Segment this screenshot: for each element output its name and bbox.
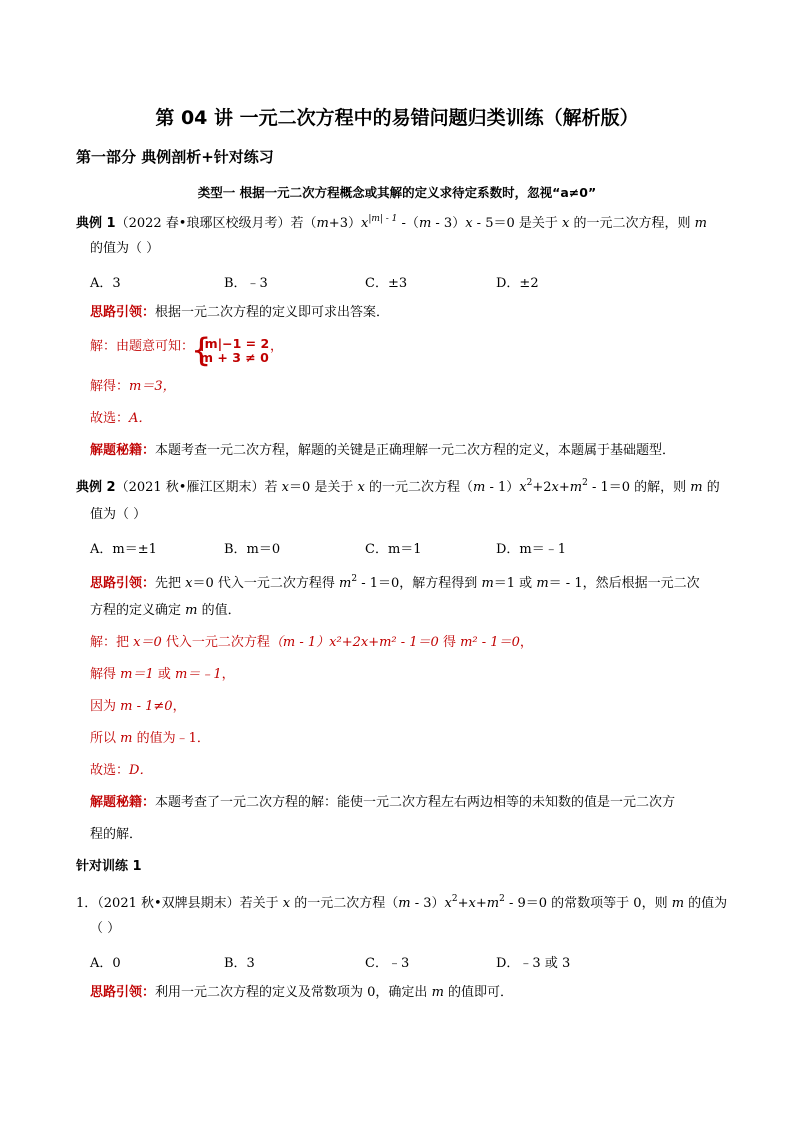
example2-option-a: A．m＝±1 bbox=[90, 542, 157, 557]
drill1-option-c: C．﹣3 bbox=[365, 956, 410, 971]
drill1-option-b: B．3 bbox=[224, 956, 255, 971]
example1-option-c: C．±3 bbox=[365, 276, 408, 291]
example2-secret-line2: 程的解． bbox=[90, 827, 143, 842]
example2-choose: 故选：D． bbox=[90, 763, 153, 778]
example1-option-b: B．﹣3 bbox=[224, 276, 268, 291]
example2-question-line2: 值为（ ） bbox=[90, 507, 147, 522]
example1-option-a: A．3 bbox=[90, 276, 121, 291]
example1-system-comma: ， bbox=[270, 339, 284, 354]
type-heading: 类型一 根据一元二次方程概念或其解的定义求待定系数时，忽视“a≠0” bbox=[197, 185, 597, 200]
example2-roots: 解得 m＝1 或 m＝﹣1， bbox=[90, 667, 235, 682]
example1-choose: 故选：A． bbox=[90, 411, 152, 426]
example2-hint-line2: 方程的定义确定 m 的值． bbox=[90, 603, 241, 618]
brace-icon: { bbox=[191, 331, 212, 369]
example1-hint: 思路引领：根据一元二次方程的定义即可求出答案． bbox=[90, 305, 390, 320]
example2-option-d: D．m＝﹣1 bbox=[496, 542, 567, 557]
section-heading: 第一部分 典例剖析+针对练习 bbox=[76, 148, 274, 166]
drill1-question-line2: （ ） bbox=[90, 921, 121, 936]
example2-option-c: C．m＝1 bbox=[365, 542, 422, 557]
drill1-hint: 思路引领：利用一元二次方程的定义及常数项为 0，确定出 m 的值即可． bbox=[90, 985, 514, 1000]
example1-equation-system: { |m|−1 = 2 m + 3 ≠ 0 bbox=[191, 331, 270, 369]
example1-secret: 解题秘籍：本题考查一元二次方程，解题的关键是正确理解一元二次方程的定义，本题属于基础题型． bbox=[90, 443, 676, 458]
drill-heading: 针对训练 1 bbox=[76, 859, 142, 874]
example1-option-d: D．±2 bbox=[496, 276, 539, 291]
example2-hint: 思路引领：先把 x＝0 代入一元二次方程得 $m^2 - 1=0$，解方程得到 m＝1 或 m＝ - 1，然后根据一元二次 bbox=[90, 574, 700, 591]
example1-question: 典例 1（2022 春•琅琊区校级月考）若$(m+3)x^{|m| - 1}$ -（m - 3）x - 5＝0 是关于 x 的一元二次方程，则 m bbox=[76, 214, 707, 231]
drill1-question: 1．（2021 秋•双牌县期末）若关于 x 的一元二次方程$(m - 3)x^2+x+m^2 - 9=0$ 的常数项等于 0，则 m 的值为 bbox=[76, 894, 728, 911]
example2-condition: 因为 m - 1≠0， bbox=[90, 699, 186, 714]
drill1-option-d: D．﹣3 或 3 bbox=[496, 956, 571, 971]
example2-secret: 解题秘籍：本题考查了一元二次方程的解：能使一元二次方程左右两边相等的未知数的值是一元二次方 bbox=[90, 795, 676, 810]
example1-solution: 解：由题意可知： bbox=[90, 339, 195, 354]
example2-solution: 解：把 x＝0 代入一元二次方程（m - 1）x²+2x+m² - 1＝0 得 m² - 1＝0， bbox=[90, 635, 533, 650]
example2-conclusion: 所以 m 的值为﹣1． bbox=[90, 731, 210, 746]
example1-question-line2: 的值为（ ） bbox=[90, 241, 160, 256]
example2-question: 典例 2（2021 秋•雁江区期末）若 x＝0 是关于 x 的一元二次方程$(m - 1)x^2+2x+m^2 - 1=0$ 的解，则 m 的 bbox=[76, 478, 720, 495]
example2-option-b: B．m＝0 bbox=[224, 542, 281, 557]
drill1-option-a: A．0 bbox=[90, 956, 121, 971]
page-title: 第 04 讲 一元二次方程中的易错问题归类训练（解析版） bbox=[155, 107, 639, 129]
example1-solve: 解得：m＝3， bbox=[90, 379, 176, 394]
